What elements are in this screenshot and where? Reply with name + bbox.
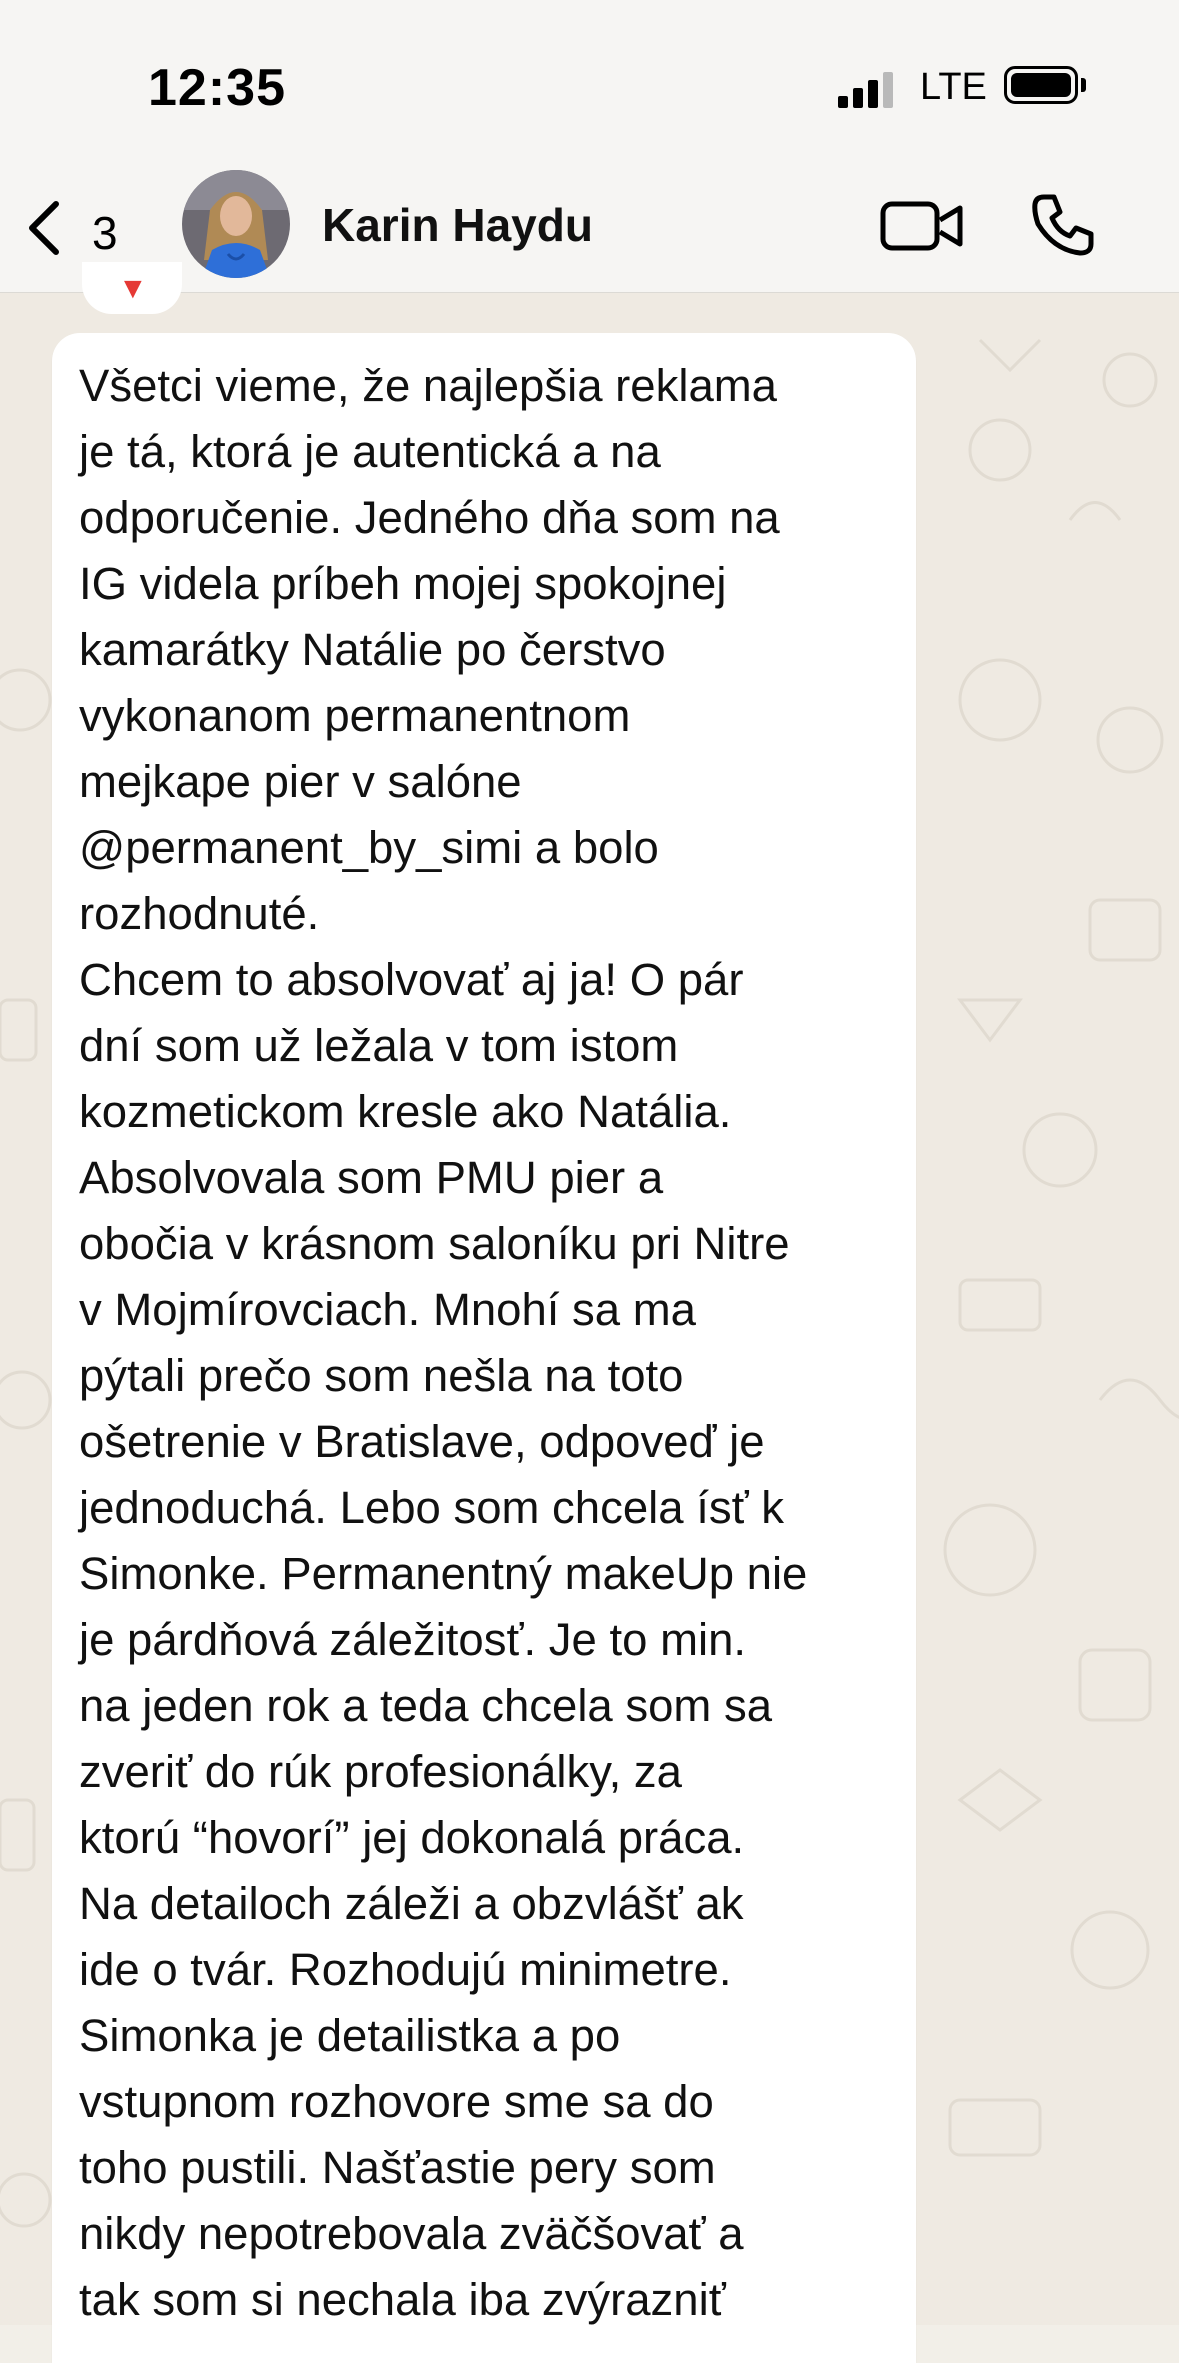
voice-call-button[interactable] (1030, 192, 1096, 258)
signal-strength-icon (838, 72, 898, 108)
phone-icon (1030, 192, 1096, 258)
chevron-left-icon (24, 200, 64, 256)
previous-message-reaction[interactable] (82, 262, 182, 314)
message-text: Všetci vieme, že najlepšia reklama je tá, ktorá je autentická a na odporučenie. Jedného dňa som na IG videla príbeh mojej spokojnej kamarátky Natálie po čerstvo vykonanom permanentnom mejkape pier v salóne @permanent_by_simi a bolo rozhodnuté. Chcem to absolvovať aj ja! O pár dní som už ležala v tom istom kozmetickom kresle ako Natália. Absolvovala som PMU pier a obočia v krásnom saloníku pri Nitre v Mojmírovciach. Mnohí sa ma pýtali prečo som nešla na toto ošetrenie v Bratislave, odpoveď je jednoduchá. Lebo som chcela ísť k Simonke. Permanentný makeUp nie je párdňová záležitosť. Je to min. na jeden rok a teda chcela som sa zveriť do rúk profesionálky, za ktorú “hovorí” jej dokonalá práca. Na detailoch záleži a obzvlášť ak ide o tvár. Rozhodujú minimetre. Simonka je detailistka a po vstupnom rozhovore sme sa do toho pustili. Našťastie pery som nikdy nepotrebovala zväčšovať a tak som si nechala iba zvýrazniť (79, 360, 808, 2325)
unread-count: 3 (92, 207, 118, 259)
battery-cap (1081, 78, 1086, 92)
battery-full-icon (1004, 66, 1078, 104)
avatar-photo (182, 170, 290, 278)
network-type: LTE (920, 66, 987, 108)
avatar[interactable] (182, 170, 290, 278)
back-button[interactable] (20, 184, 130, 264)
contact-name[interactable]: Karin Haydu (322, 199, 593, 251)
video-camera-icon (880, 196, 964, 256)
clock: 12:35 (148, 59, 286, 117)
message-bubble[interactable] (52, 333, 916, 2363)
video-call-button[interactable] (880, 196, 964, 256)
status-bar (0, 0, 1179, 160)
heart-icon: ▼ (118, 272, 148, 305)
